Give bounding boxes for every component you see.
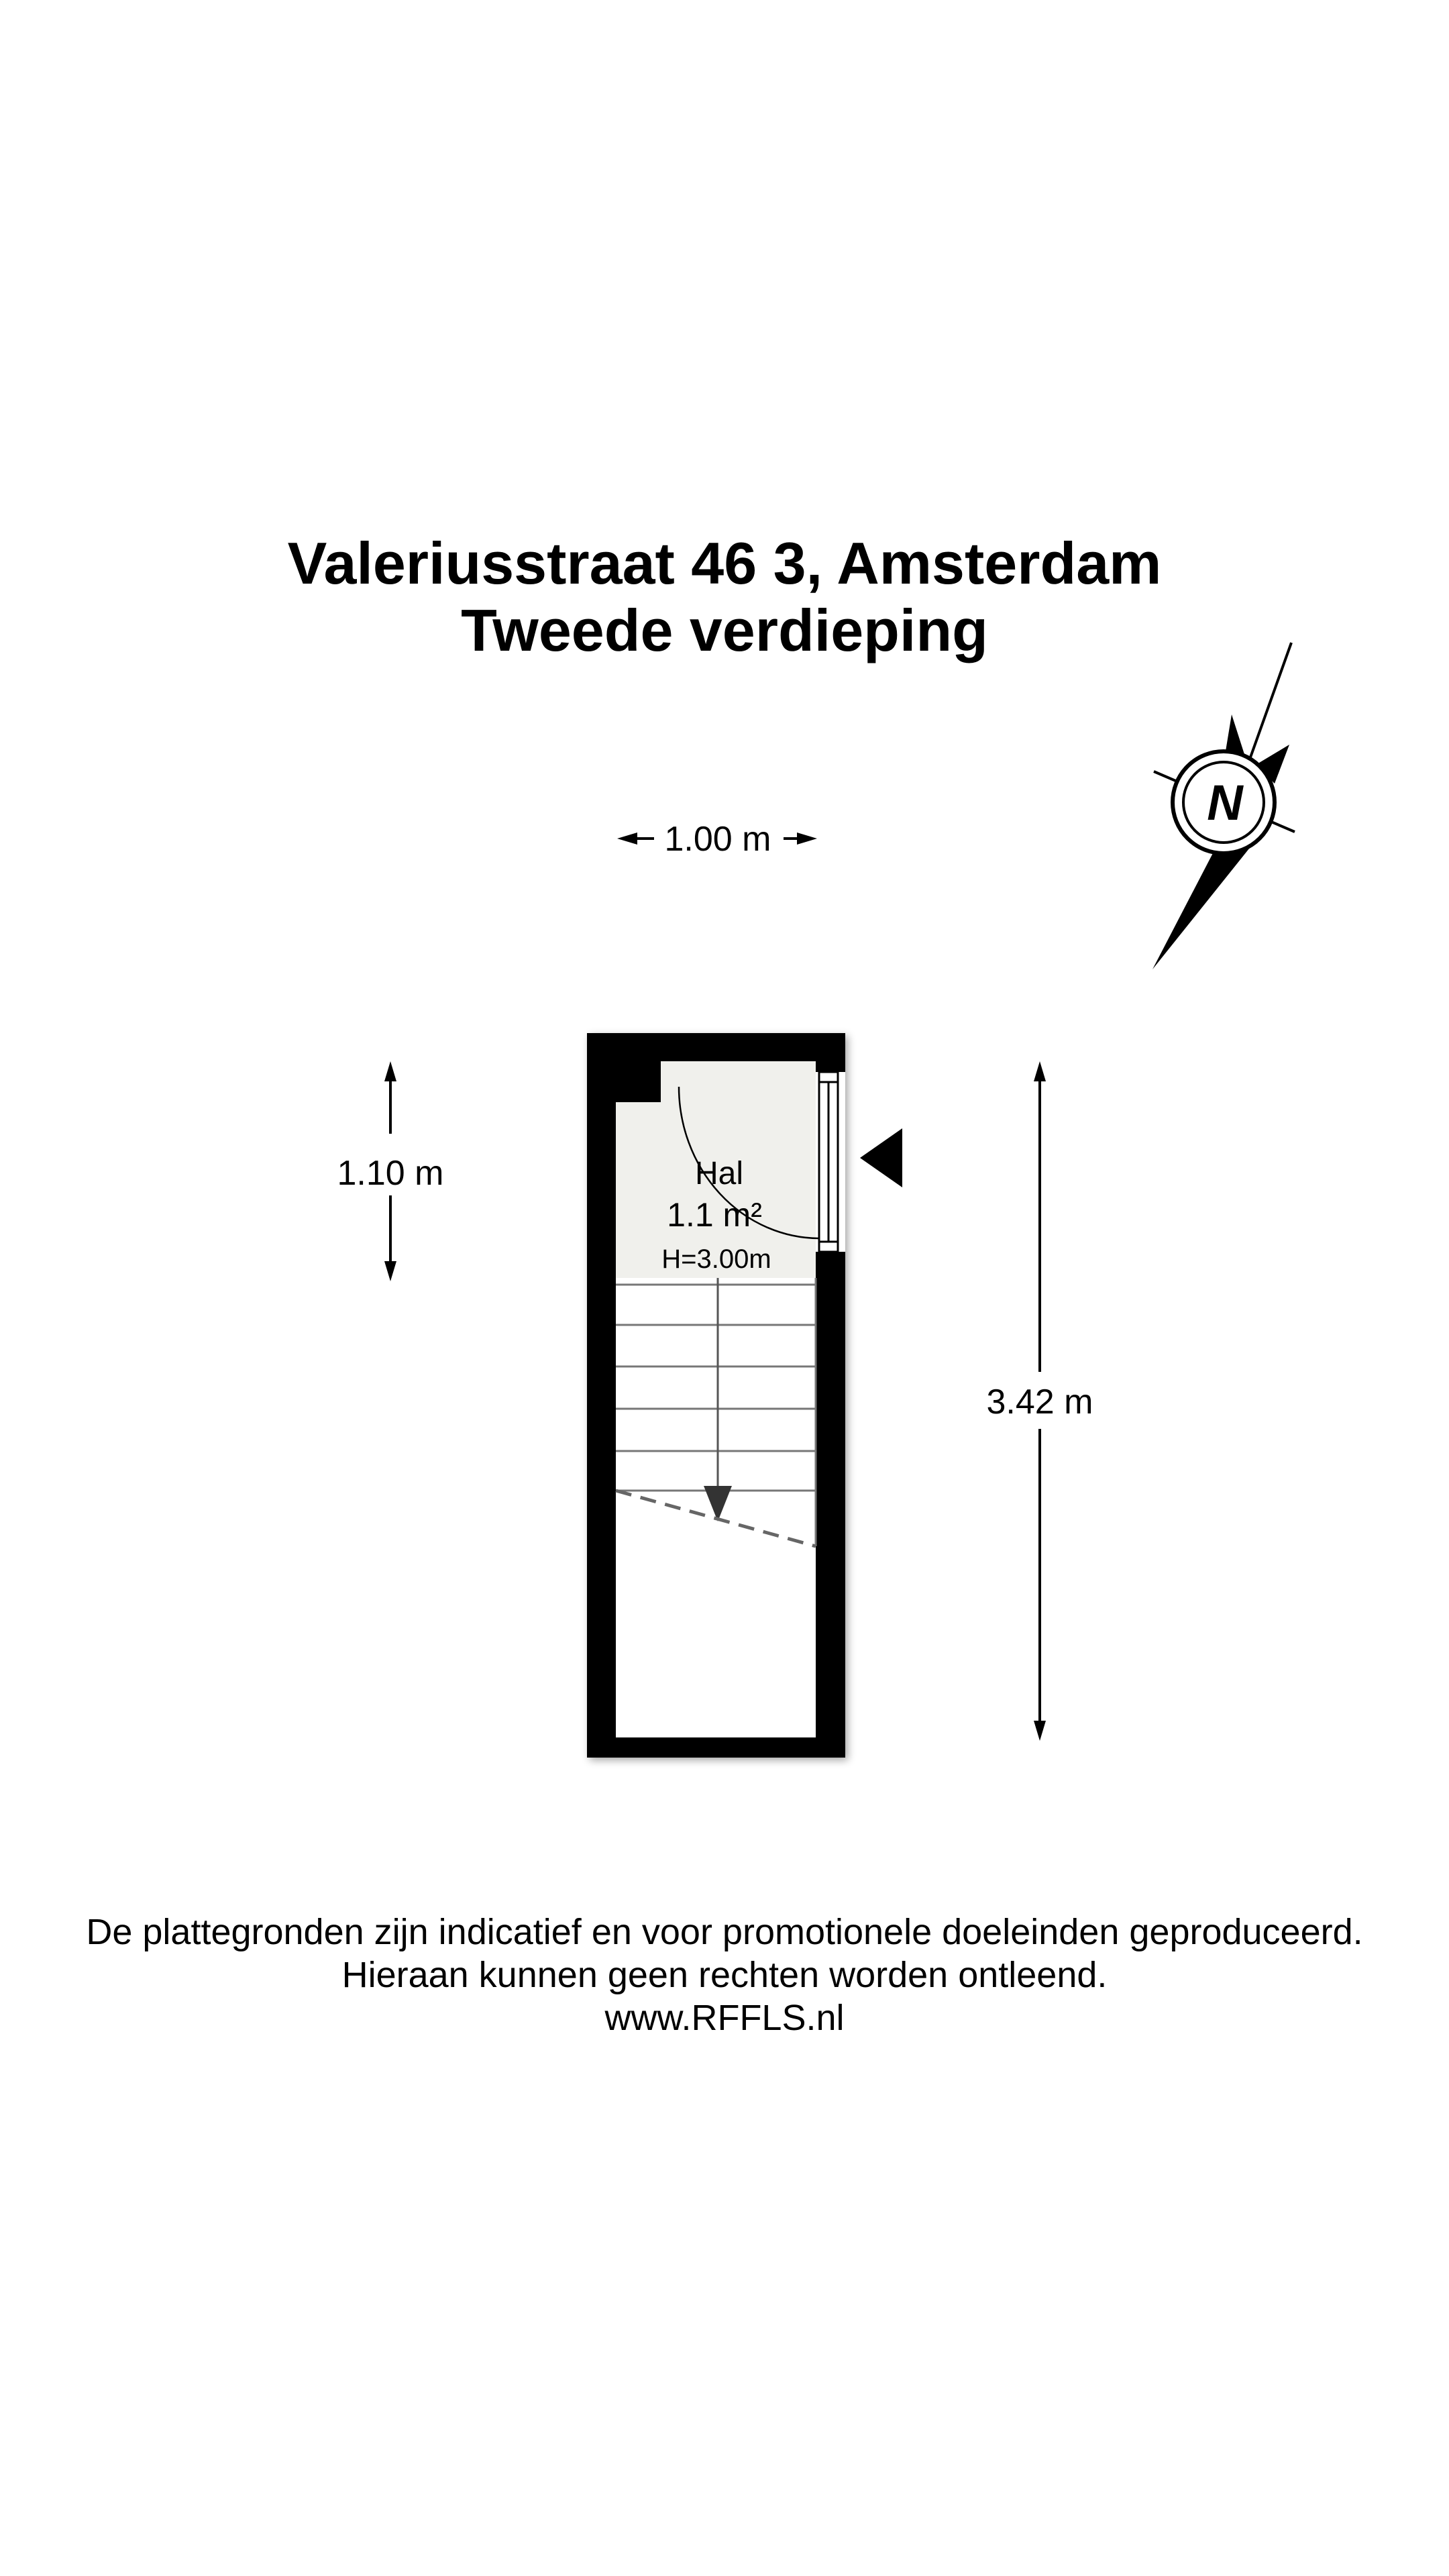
entrance-arrow-icon [860, 1128, 902, 1187]
north-label: N [1207, 775, 1243, 830]
website-link[interactable]: www.RFFLS.nl [604, 1998, 845, 2038]
hal-depth-label: 1.10 m [337, 1154, 444, 1193]
room-area: 1.1 m² [667, 1196, 762, 1234]
total-depth-label: 3.42 m [986, 1383, 1093, 1421]
north-arrow-icon [1152, 643, 1295, 969]
width-label: 1.00 m [664, 820, 771, 859]
width-dimension [617, 820, 817, 859]
plan-title: Valeriusstraat 46 3, Amsterdam [287, 530, 1162, 596]
hal-depth-dimension [337, 1061, 444, 1281]
total-depth-dimension [987, 1061, 1093, 1741]
floor-name: Tweede verdieping [461, 597, 988, 663]
disclaimer-line-2: Hieraan kunnen geen rechten worden ontleend. [341, 1955, 1108, 1995]
room-height: H=3.00m [661, 1244, 771, 1274]
disclaimer-line-1: De plattegronden zijn indicatief en voor promotionele doeleinden geproduceerd. [86, 1912, 1363, 1952]
room-name: Hal [694, 1156, 744, 1191]
wall-corner [616, 1061, 661, 1102]
